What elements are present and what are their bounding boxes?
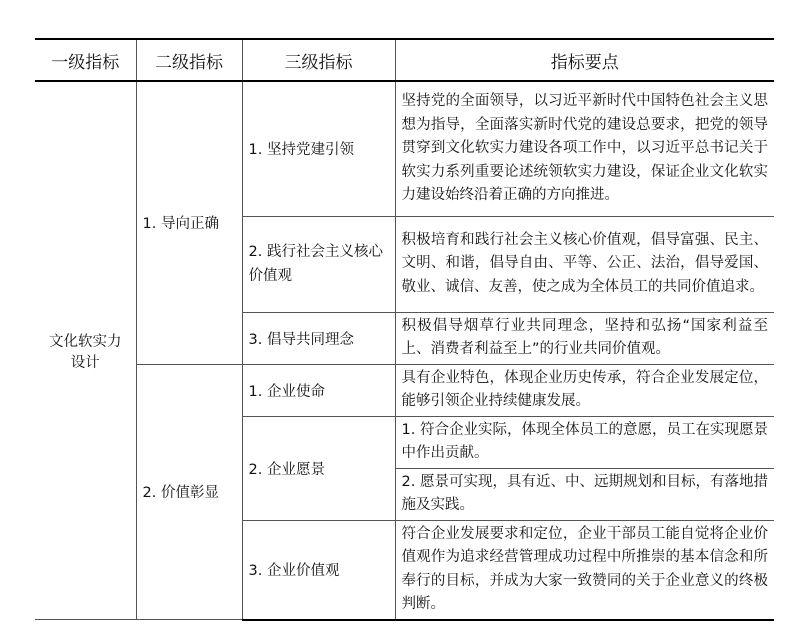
level3-cell: 2. 践行社会主义核心价值观: [242, 216, 395, 312]
level1-cell: [35, 81, 136, 620]
level2-label: 2. 价值彰显: [142, 485, 219, 502]
table-row: [35, 81, 774, 216]
points-cell: 积极培育和践行社会主义核心价值观，倡导富强、民主、文明、和谐，倡导自由、平等、公正、法治，倡导爱国、敬业、诚信、友善，使之成为全体员工的共同价值追求。: [395, 216, 774, 312]
level2-cell: [136, 364, 242, 620]
level3-cell: 2. 企业愿景: [242, 416, 395, 520]
points-cell: 积极倡导烟草行业共同理念，坚持和弘扬“国家利益至上、消费者利益至上”的行业共同价值观。: [395, 312, 774, 364]
header-level3: 三级指标: [242, 39, 395, 81]
level1-label: 文化软实力设计: [49, 333, 122, 371]
table-row: [35, 364, 774, 416]
points-cell: 具有企业特色，体现企业历史传承，符合企业发展定位，能够引领企业持续健康发展。: [395, 364, 774, 416]
table-header-row: [35, 39, 774, 81]
indicator-table: [35, 38, 774, 621]
level3-cell: 1. 企业使命: [242, 364, 395, 416]
points-cell: 1. 符合企业实际，体现全体员工的意愿，员工在实现愿景中作出贡献。: [395, 416, 774, 468]
level2-cell: [136, 81, 242, 364]
header-level1: 一级指标: [35, 39, 136, 81]
level3-cell: 1. 坚持党建引领: [242, 81, 395, 216]
level3-cell: 3. 企业价值观: [242, 520, 395, 620]
header-points: 指标要点: [395, 39, 774, 81]
level3-cell: 3. 倡导共同理念: [242, 312, 395, 364]
header-level2: 二级指标: [136, 39, 242, 81]
points-cell: 坚持党的全面领导，以习近平新时代中国特色社会主义思想为指导，全面落实新时代党的建设总要求，把党的领导贯穿到文化软实力建设各项工作中，以习近平总书记关于软实力系列重要论述统领软实力建设，保证企业文化软实力建设始终沿着正确的方向推进。: [395, 81, 774, 216]
points-cell: 2. 愿景可实现，具有近、中、远期规划和目标，有落地措施及实践。: [395, 468, 774, 520]
level2-label: 1. 导向正确: [142, 216, 219, 233]
points-cell: 符合企业发展要求和定位，企业干部员工能自觉将企业价值观作为追求经营管理成功过程中所推崇的基本信念和所奉行的目标，并成为大家一致赞同的关于企业意义的终极判断。: [395, 520, 774, 620]
